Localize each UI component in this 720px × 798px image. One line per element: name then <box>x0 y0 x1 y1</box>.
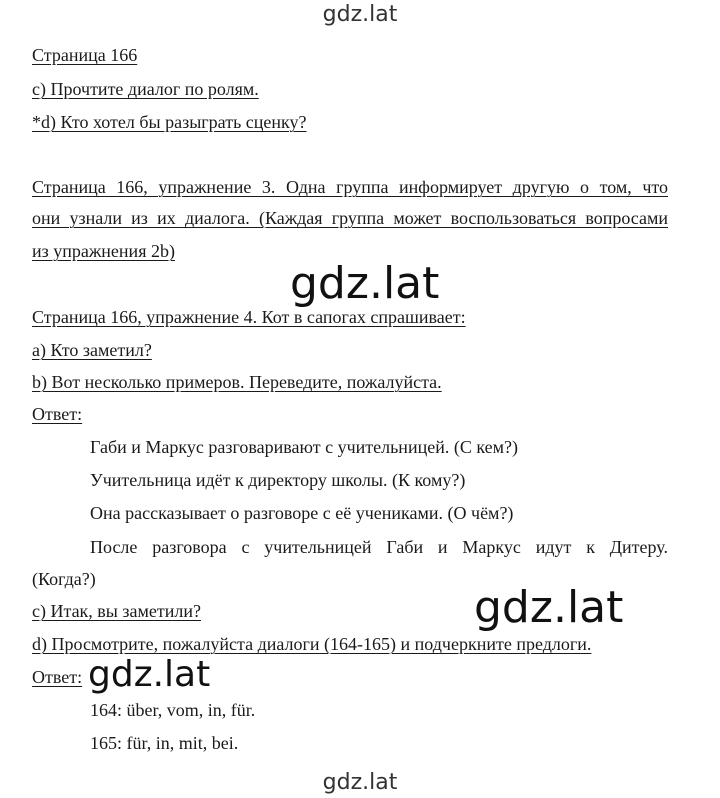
watermark-large-3: gdz.lat <box>88 654 211 695</box>
answer2-line-2: 165: für, in, mit, bei. <box>90 733 239 753</box>
answer-line-3: Она рассказывает о разговоре с её учениками. (О чём?) <box>90 503 514 523</box>
answer2-line-1: 164: über, vom, in, für. <box>90 700 256 720</box>
watermark-top: gdz.lat <box>322 2 398 27</box>
exercise-3-line-3: из упражнения 2b) <box>32 241 175 261</box>
answer-label: Ответ: <box>32 404 83 424</box>
exercise-4-task-b: b) Вот несколько примеров. Переведите, пожалуйста. <box>32 372 442 392</box>
watermark-bottom: gdz.lat <box>322 770 398 795</box>
answer-line-2: Учительница идёт к директору школы. (К кому?) <box>90 470 466 490</box>
exercise-4-title: Страница 166, упражнение 4. Кот в сапогах спрашивает: <box>32 307 466 327</box>
watermark-large-2: gdz.lat <box>474 582 624 633</box>
page-title-166: Страница 166 <box>32 45 138 65</box>
answer-line-1: Габи и Маркус разговаривают с учительницей. (С кем?) <box>90 437 518 457</box>
answer2-label: Ответ: <box>32 667 83 687</box>
exercise-3-line-1: Страница 166, упражнение 3. Одна группа информирует другую о том, что <box>32 177 668 197</box>
task-c-read-dialog: с) Прочтите диалог по ролям. <box>32 79 259 99</box>
answer-line-4: После разговора с учительницей Габи и Маркус идут к Дитеру. <box>90 537 668 557</box>
task-d-act-scene: *d) Кто хотел бы разыграть сценку? <box>32 112 307 132</box>
exercise-3-line-2: они узнали из их диалога. (Каждая группа может воспользоваться вопросами <box>32 208 668 228</box>
exercise-4-task-c: с) Итак, вы заметили? <box>32 601 201 621</box>
watermark-large-1: gdz.lat <box>290 258 440 309</box>
exercise-4-task-a: а) Кто заметил? <box>32 340 152 360</box>
answer-line-5: (Когда?) <box>32 569 96 589</box>
exercise-4-task-d: d) Просмотрите, пожалуйста диалоги (164-165) и подчеркните предлоги. <box>32 634 592 654</box>
